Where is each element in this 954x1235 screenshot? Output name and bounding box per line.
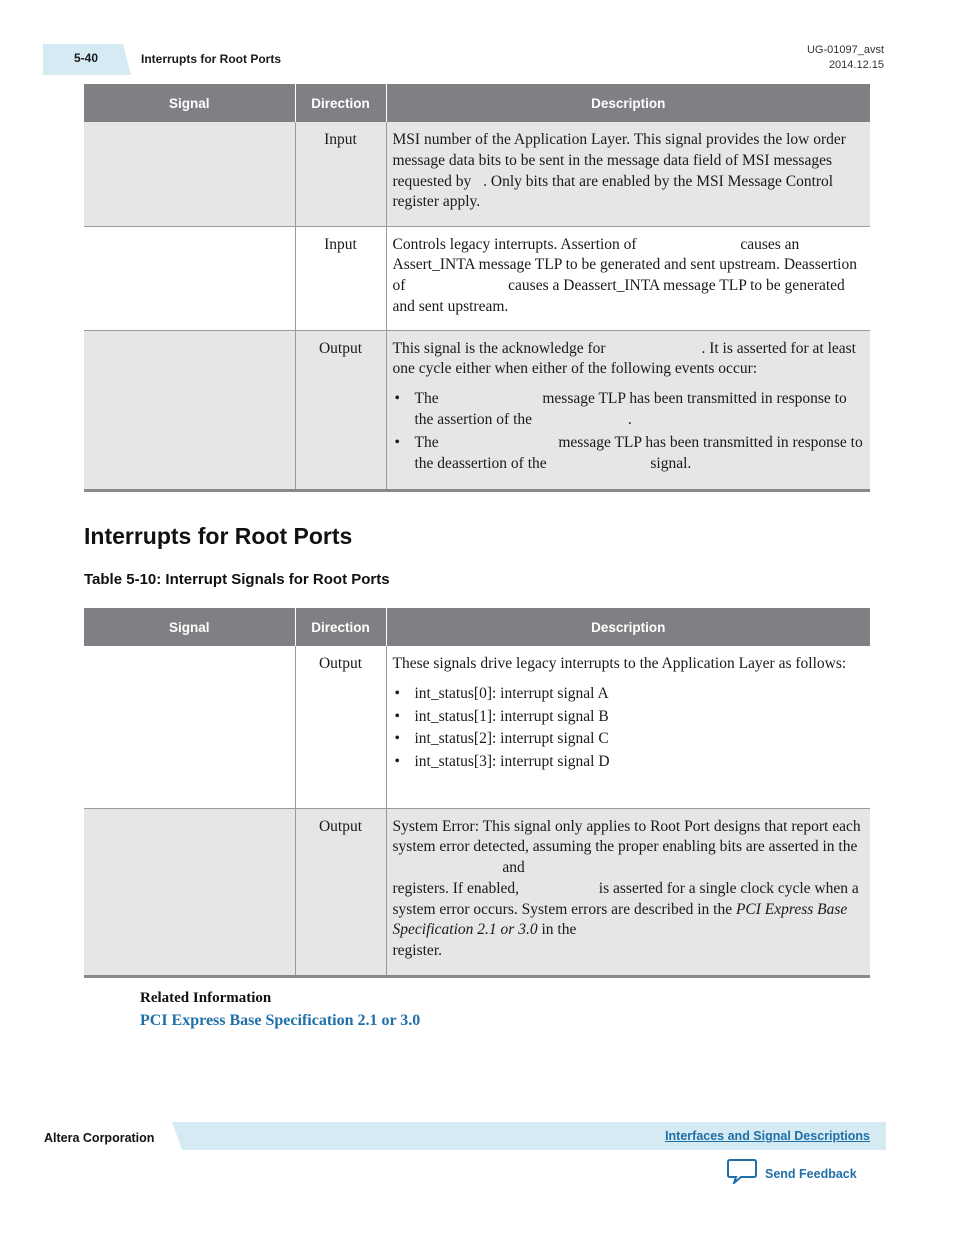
table-row [84, 122, 870, 226]
table-row [84, 808, 870, 976]
bullet-text: The [414, 433, 443, 451]
description-cell [386, 646, 870, 808]
signal-cell [84, 122, 295, 226]
bullet-text: signal. [646, 454, 692, 472]
pci-spec-link[interactable]: PCI Express Base Specification 2.1 or 3.0 [140, 1012, 421, 1029]
page-number: 5-40 [74, 51, 99, 65]
doc-id: UG-01097_avst [806, 44, 884, 56]
list-item: • int_status[0]: interrupt signal A [393, 684, 865, 705]
direction-cell: Input [295, 122, 386, 226]
desc-text: These signals drive legacy interrupts to the Application Layer as follows: [392, 655, 847, 672]
desc-text: and [498, 859, 525, 877]
signal-cell [84, 330, 295, 490]
desc-text: . Only bits that are enabled by the MSI Message Control register apply. [392, 172, 834, 211]
direction-cell: Output [295, 330, 386, 490]
desc-text: causes a Deassert_INTA message TLP to be generated and sent upstream. [392, 277, 845, 315]
desc-text: is asserted for a single clock cycle when a system error occurs. System errors are described in the [392, 879, 859, 918]
interrupt-signals-table [84, 608, 870, 978]
column-header-direction: Direction [295, 84, 386, 122]
description-cell [386, 226, 870, 330]
table-row [84, 226, 870, 330]
list-item [393, 389, 865, 431]
direction-cell: Output [295, 646, 386, 808]
footer-company: Altera Corporation [44, 1131, 155, 1145]
description-cell [386, 808, 870, 976]
doc-id-block [807, 43, 884, 73]
column-header-signal: Signal [84, 608, 295, 646]
bullet-text: message TLP has been transmitted in response to the deassertion of the [414, 433, 863, 472]
table-row [84, 646, 870, 808]
desc-text: causes an Assert_INTA message TLP to be generated and sent upstream. Deassertion of [392, 235, 857, 295]
direction-cell: Input [295, 226, 386, 330]
desc-text: . It is asserted for at least one cycle either when either of the following events occur: [392, 339, 856, 378]
desc-text: System Error: This signal only applies to Root Port designs that report each system error detected, assuming the proper enabling bits are asserted in the [392, 817, 861, 856]
speech-bubble-icon [727, 1158, 757, 1189]
desc-text: Controls legacy interrupts. Assertion of [392, 235, 641, 253]
bullet-text: . [627, 411, 632, 429]
signal-table-continued [84, 84, 870, 492]
list-item: • int_status[3]: interrupt signal D [393, 752, 865, 773]
bullet-list [393, 389, 865, 474]
list-item: • int_status[1]: interrupt signal B [393, 707, 865, 728]
signal-cell [84, 808, 295, 976]
column-header-direction: Direction [295, 608, 386, 646]
column-header-description: Description [386, 84, 870, 122]
send-feedback-label: Send Feedback [765, 1166, 857, 1181]
bullet-text: The [414, 390, 443, 408]
table-caption: Table 5-10: Interrupt Signals for Root Ports [84, 571, 390, 588]
desc-text: MSI number of the Application Layer. This signal provides the low order message data bits to be sent in the message data field of MSI messages requested by [392, 131, 846, 190]
bullet-list [393, 684, 865, 773]
desc-text: register. [392, 942, 442, 960]
table-header-row [84, 608, 870, 646]
table-header-row [84, 84, 870, 122]
signal-cell [84, 226, 295, 330]
bullet-text: message TLP has been transmitted in response to the assertion of the [414, 390, 847, 429]
section-heading: Interrupts for Root Ports [84, 523, 353, 549]
desc-text: in the [537, 921, 577, 939]
description-cell [386, 122, 870, 226]
desc-text: This signal is the acknowledge for [392, 339, 610, 357]
desc-text: registers. If enabled, [392, 879, 523, 897]
footer-section-link[interactable]: Interfaces and Signal Descriptions [665, 1129, 870, 1143]
column-header-description: Description [386, 608, 870, 646]
header-title: Interrupts for Root Ports [141, 52, 281, 66]
related-information-label: Related Information [140, 990, 272, 1006]
direction-cell: Output [295, 808, 386, 976]
signal-cell [84, 646, 295, 808]
list-item [393, 433, 865, 475]
doc-date: 2014.12.15 [828, 59, 884, 71]
table-row [84, 330, 870, 490]
send-feedback-button[interactable] [727, 1158, 857, 1189]
description-cell [386, 330, 870, 490]
spec-citation: PCI Express Base Specification 2.1 or 3.0 [392, 900, 848, 939]
column-header-signal: Signal [84, 84, 295, 122]
list-item: • int_status[2]: interrupt signal C [393, 729, 865, 750]
